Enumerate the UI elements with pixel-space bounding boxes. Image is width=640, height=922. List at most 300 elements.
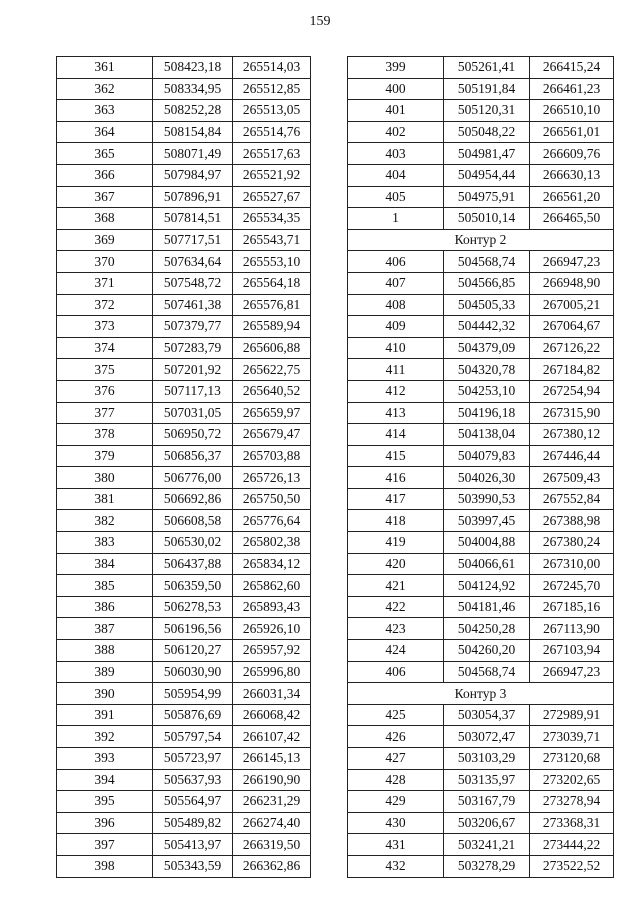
point-number-cell: 404: [348, 164, 444, 186]
x-coordinate-cell: 503135,97: [444, 769, 530, 791]
x-coordinate-cell: 504079,83: [444, 445, 530, 467]
point-number-cell: 411: [348, 359, 444, 381]
point-number-cell: 394: [57, 769, 153, 791]
y-coordinate-cell: 265750,50: [233, 488, 311, 510]
point-number-cell: 427: [348, 748, 444, 770]
table-row: [57, 186, 311, 208]
x-coordinate-cell: 504320,78: [444, 359, 530, 381]
y-coordinate-cell: 265606,88: [233, 337, 311, 359]
x-coordinate-cell: 504379,09: [444, 337, 530, 359]
point-number-cell: 405: [348, 186, 444, 208]
x-coordinate-cell: 503103,29: [444, 748, 530, 770]
y-coordinate-cell: 265521,92: [233, 164, 311, 186]
y-coordinate-cell: 266948,90: [530, 272, 614, 294]
point-number-cell: 388: [57, 640, 153, 662]
point-number-cell: 432: [348, 855, 444, 877]
y-coordinate-cell: 265513,05: [233, 100, 311, 122]
y-coordinate-cell: 273444,22: [530, 834, 614, 856]
table-row: [57, 121, 311, 143]
point-number-cell: 408: [348, 294, 444, 316]
x-coordinate-cell: 508154,84: [153, 121, 233, 143]
x-coordinate-cell: 505343,59: [153, 855, 233, 877]
x-coordinate-cell: 504181,46: [444, 596, 530, 618]
table-row: [348, 748, 614, 770]
y-coordinate-cell: 266145,13: [233, 748, 311, 770]
point-number-cell: 412: [348, 380, 444, 402]
coordinates-table-right: [347, 56, 614, 878]
x-coordinate-cell: 507379,77: [153, 316, 233, 338]
y-coordinate-cell: 267064,67: [530, 316, 614, 338]
y-coordinate-cell: 265514,03: [233, 57, 311, 79]
table-row: [348, 575, 614, 597]
point-number-cell: 416: [348, 467, 444, 489]
y-coordinate-cell: 265926,10: [233, 618, 311, 640]
point-number-cell: 383: [57, 532, 153, 554]
y-coordinate-cell: 266630,13: [530, 164, 614, 186]
point-number-cell: 379: [57, 445, 153, 467]
point-number-cell: 366: [57, 164, 153, 186]
y-coordinate-cell: 266362,86: [233, 855, 311, 877]
point-number-cell: 372: [57, 294, 153, 316]
table-row: [348, 186, 614, 208]
x-coordinate-cell: 503997,45: [444, 510, 530, 532]
table-row: [348, 445, 614, 467]
table-row: [348, 510, 614, 532]
x-coordinate-cell: 508423,18: [153, 57, 233, 79]
table-row: [348, 359, 614, 381]
x-coordinate-cell: 505191,84: [444, 78, 530, 100]
y-coordinate-cell: 265703,88: [233, 445, 311, 467]
y-coordinate-cell: 267380,24: [530, 532, 614, 554]
point-number-cell: 428: [348, 769, 444, 791]
x-coordinate-cell: 504260,20: [444, 640, 530, 662]
x-coordinate-cell: 505120,31: [444, 100, 530, 122]
table-row: [57, 229, 311, 251]
point-number-cell: 376: [57, 380, 153, 402]
table-row: [348, 57, 614, 79]
point-number-cell: 384: [57, 553, 153, 575]
point-number-cell: 418: [348, 510, 444, 532]
y-coordinate-cell: 267113,90: [530, 618, 614, 640]
point-number-cell: 399: [348, 57, 444, 79]
x-coordinate-cell: 506856,37: [153, 445, 233, 467]
point-number-cell: 422: [348, 596, 444, 618]
table-row: [348, 488, 614, 510]
table-row: [348, 769, 614, 791]
table-row: [57, 359, 311, 381]
point-number-cell: 367: [57, 186, 153, 208]
table-row: [57, 445, 311, 467]
point-number-cell: 369: [57, 229, 153, 251]
table-row: [57, 618, 311, 640]
x-coordinate-cell: 505048,22: [444, 121, 530, 143]
point-number-cell: 401: [348, 100, 444, 122]
table-row: [348, 661, 614, 683]
x-coordinate-cell: 503278,29: [444, 855, 530, 877]
x-coordinate-cell: 505261,41: [444, 57, 530, 79]
table-row: [348, 640, 614, 662]
table-row: [57, 272, 311, 294]
table-row: [348, 121, 614, 143]
x-coordinate-cell: 504568,74: [444, 661, 530, 683]
x-coordinate-cell: 506776,00: [153, 467, 233, 489]
y-coordinate-cell: 266107,42: [233, 726, 311, 748]
y-coordinate-cell: 265514,76: [233, 121, 311, 143]
y-coordinate-cell: 265679,47: [233, 424, 311, 446]
y-coordinate-cell: 266068,42: [233, 704, 311, 726]
y-coordinate-cell: 265996,80: [233, 661, 311, 683]
y-coordinate-cell: 266561,20: [530, 186, 614, 208]
point-number-cell: 1: [348, 208, 444, 230]
x-coordinate-cell: 507717,51: [153, 229, 233, 251]
x-coordinate-cell: 506950,72: [153, 424, 233, 446]
x-coordinate-cell: 507461,38: [153, 294, 233, 316]
point-number-cell: 395: [57, 791, 153, 813]
x-coordinate-cell: 507117,13: [153, 380, 233, 402]
point-number-cell: 410: [348, 337, 444, 359]
x-coordinate-cell: 504253,10: [444, 380, 530, 402]
x-coordinate-cell: 506530,02: [153, 532, 233, 554]
x-coordinate-cell: 504196,18: [444, 402, 530, 424]
y-coordinate-cell: 266947,23: [530, 251, 614, 273]
y-coordinate-cell: 267388,98: [530, 510, 614, 532]
y-coordinate-cell: 265726,13: [233, 467, 311, 489]
y-coordinate-cell: 265576,81: [233, 294, 311, 316]
point-number-cell: 415: [348, 445, 444, 467]
table-row: [57, 769, 311, 791]
point-number-cell: 398: [57, 855, 153, 877]
x-coordinate-cell: 503206,67: [444, 812, 530, 834]
y-coordinate-cell: 266461,23: [530, 78, 614, 100]
y-coordinate-cell: 267380,12: [530, 424, 614, 446]
y-coordinate-cell: 267103,94: [530, 640, 614, 662]
table-row: [57, 596, 311, 618]
y-coordinate-cell: 267315,90: [530, 402, 614, 424]
table-row: [348, 164, 614, 186]
y-coordinate-cell: 272989,91: [530, 704, 614, 726]
point-number-cell: 400: [348, 78, 444, 100]
table-row: [348, 208, 614, 230]
x-coordinate-cell: 503072,47: [444, 726, 530, 748]
point-number-cell: 375: [57, 359, 153, 381]
point-number-cell: 407: [348, 272, 444, 294]
x-coordinate-cell: 506359,50: [153, 575, 233, 597]
x-coordinate-cell: 507201,92: [153, 359, 233, 381]
y-coordinate-cell: 265893,43: [233, 596, 311, 618]
x-coordinate-cell: 505954,99: [153, 683, 233, 705]
x-coordinate-cell: 503167,79: [444, 791, 530, 813]
point-number-cell: 417: [348, 488, 444, 510]
table-row: [57, 78, 311, 100]
point-number-cell: 387: [57, 618, 153, 640]
point-number-cell: 368: [57, 208, 153, 230]
point-number-cell: 429: [348, 791, 444, 813]
point-number-cell: 406: [348, 251, 444, 273]
x-coordinate-cell: 504505,33: [444, 294, 530, 316]
y-coordinate-cell: 267126,22: [530, 337, 614, 359]
table-row: [57, 661, 311, 683]
table-row: [57, 812, 311, 834]
y-coordinate-cell: 266947,23: [530, 661, 614, 683]
table-row: [348, 100, 614, 122]
x-coordinate-cell: 504566,85: [444, 272, 530, 294]
table-row: [348, 424, 614, 446]
y-coordinate-cell: 265543,71: [233, 229, 311, 251]
y-coordinate-cell: 265640,52: [233, 380, 311, 402]
point-number-cell: 409: [348, 316, 444, 338]
point-number-cell: 362: [57, 78, 153, 100]
table-row: [57, 143, 311, 165]
x-coordinate-cell: 506278,53: [153, 596, 233, 618]
table-row: [57, 467, 311, 489]
x-coordinate-cell: 503990,53: [444, 488, 530, 510]
y-coordinate-cell: 265659,97: [233, 402, 311, 424]
table-row: [57, 337, 311, 359]
y-coordinate-cell: 265834,12: [233, 553, 311, 575]
point-number-cell: 373: [57, 316, 153, 338]
y-coordinate-cell: 266190,90: [233, 769, 311, 791]
y-coordinate-cell: 267184,82: [530, 359, 614, 381]
y-coordinate-cell: 266274,40: [233, 812, 311, 834]
table-row: [348, 251, 614, 273]
y-coordinate-cell: 273368,31: [530, 812, 614, 834]
table-row: [57, 704, 311, 726]
point-number-cell: 386: [57, 596, 153, 618]
y-coordinate-cell: 265862,60: [233, 575, 311, 597]
x-coordinate-cell: 505876,69: [153, 704, 233, 726]
point-number-cell: 421: [348, 575, 444, 597]
table-row: [57, 251, 311, 273]
table-row: [57, 726, 311, 748]
y-coordinate-cell: 265622,75: [233, 359, 311, 381]
point-number-cell: 402: [348, 121, 444, 143]
table-row: [57, 510, 311, 532]
point-number-cell: 380: [57, 467, 153, 489]
contour-header-row: [348, 683, 614, 705]
point-number-cell: 397: [57, 834, 153, 856]
table-row: [348, 402, 614, 424]
y-coordinate-cell: 273039,71: [530, 726, 614, 748]
point-number-cell: 424: [348, 640, 444, 662]
y-coordinate-cell: 266319,50: [233, 834, 311, 856]
page-number: 159: [309, 14, 331, 29]
y-coordinate-cell: 265776,64: [233, 510, 311, 532]
x-coordinate-cell: 506030,90: [153, 661, 233, 683]
y-coordinate-cell: 273278,94: [530, 791, 614, 813]
point-number-cell: 391: [57, 704, 153, 726]
point-number-cell: 430: [348, 812, 444, 834]
table-row: [57, 488, 311, 510]
point-number-cell: 377: [57, 402, 153, 424]
x-coordinate-cell: 508252,28: [153, 100, 233, 122]
x-coordinate-cell: 507984,97: [153, 164, 233, 186]
point-number-cell: 420: [348, 553, 444, 575]
table-row: [57, 57, 311, 79]
y-coordinate-cell: 267552,84: [530, 488, 614, 510]
x-coordinate-cell: 506437,88: [153, 553, 233, 575]
table-row: [348, 467, 614, 489]
table-row: [57, 855, 311, 877]
x-coordinate-cell: 503054,37: [444, 704, 530, 726]
point-number-cell: 365: [57, 143, 153, 165]
x-coordinate-cell: 506608,58: [153, 510, 233, 532]
x-coordinate-cell: 505564,97: [153, 791, 233, 813]
y-coordinate-cell: 265589,94: [233, 316, 311, 338]
x-coordinate-cell: 504250,28: [444, 618, 530, 640]
x-coordinate-cell: 507031,05: [153, 402, 233, 424]
y-coordinate-cell: 265957,92: [233, 640, 311, 662]
table-row: [57, 791, 311, 813]
table-row: [57, 316, 311, 338]
coordinates-table-left: [56, 56, 311, 878]
table-row: [348, 618, 614, 640]
x-coordinate-cell: 505637,93: [153, 769, 233, 791]
table-row: [348, 316, 614, 338]
point-number-cell: 374: [57, 337, 153, 359]
point-number-cell: 364: [57, 121, 153, 143]
y-coordinate-cell: 266231,29: [233, 791, 311, 813]
y-coordinate-cell: 267509,43: [530, 467, 614, 489]
y-coordinate-cell: 266031,34: [233, 683, 311, 705]
y-coordinate-cell: 265527,67: [233, 186, 311, 208]
x-coordinate-cell: 504026,30: [444, 467, 530, 489]
y-coordinate-cell: 267005,21: [530, 294, 614, 316]
table-row: [348, 812, 614, 834]
table-row: [348, 553, 614, 575]
table-row: [348, 78, 614, 100]
point-number-cell: 423: [348, 618, 444, 640]
table-row: [348, 143, 614, 165]
table-row: [57, 380, 311, 402]
x-coordinate-cell: 507896,91: [153, 186, 233, 208]
point-number-cell: 392: [57, 726, 153, 748]
x-coordinate-cell: 504975,91: [444, 186, 530, 208]
point-number-cell: 419: [348, 532, 444, 554]
table-row: [57, 424, 311, 446]
table-row: [348, 596, 614, 618]
y-coordinate-cell: 265534,35: [233, 208, 311, 230]
table-row: [348, 532, 614, 554]
y-coordinate-cell: 273120,68: [530, 748, 614, 770]
x-coordinate-cell: 505010,14: [444, 208, 530, 230]
y-coordinate-cell: 267245,70: [530, 575, 614, 597]
x-coordinate-cell: 507814,51: [153, 208, 233, 230]
point-number-cell: 393: [57, 748, 153, 770]
x-coordinate-cell: 508071,49: [153, 143, 233, 165]
point-number-cell: 371: [57, 272, 153, 294]
y-coordinate-cell: 266415,24: [530, 57, 614, 79]
table-row: [348, 726, 614, 748]
x-coordinate-cell: 507634,64: [153, 251, 233, 273]
table-row: [348, 855, 614, 877]
table-row: [57, 553, 311, 575]
x-coordinate-cell: 508334,95: [153, 78, 233, 100]
point-number-cell: 426: [348, 726, 444, 748]
point-number-cell: 431: [348, 834, 444, 856]
table-row: [57, 683, 311, 705]
contour-header-row: [348, 229, 614, 251]
x-coordinate-cell: 504004,88: [444, 532, 530, 554]
point-number-cell: 413: [348, 402, 444, 424]
table-row: [57, 100, 311, 122]
point-number-cell: 396: [57, 812, 153, 834]
x-coordinate-cell: 504954,44: [444, 164, 530, 186]
y-coordinate-cell: 267185,16: [530, 596, 614, 618]
point-number-cell: 381: [57, 488, 153, 510]
y-coordinate-cell: 266510,10: [530, 100, 614, 122]
y-coordinate-cell: 265517,63: [233, 143, 311, 165]
x-coordinate-cell: 504442,32: [444, 316, 530, 338]
x-coordinate-cell: 505489,82: [153, 812, 233, 834]
table-row: [57, 294, 311, 316]
point-number-cell: 378: [57, 424, 153, 446]
x-coordinate-cell: 505797,54: [153, 726, 233, 748]
x-coordinate-cell: 506120,27: [153, 640, 233, 662]
y-coordinate-cell: 266561,01: [530, 121, 614, 143]
contour-header: Контур 3: [348, 683, 614, 705]
y-coordinate-cell: 273522,52: [530, 855, 614, 877]
x-coordinate-cell: 507283,79: [153, 337, 233, 359]
y-coordinate-cell: 273202,65: [530, 769, 614, 791]
point-number-cell: 361: [57, 57, 153, 79]
y-coordinate-cell: 265802,38: [233, 532, 311, 554]
x-coordinate-cell: 504568,74: [444, 251, 530, 273]
x-coordinate-cell: 504124,92: [444, 575, 530, 597]
contour-header: Контур 2: [348, 229, 614, 251]
point-number-cell: 425: [348, 704, 444, 726]
table-row: [57, 164, 311, 186]
point-number-cell: 385: [57, 575, 153, 597]
x-coordinate-cell: 503241,21: [444, 834, 530, 856]
x-coordinate-cell: 504138,04: [444, 424, 530, 446]
table-row: [57, 575, 311, 597]
y-coordinate-cell: 267254,94: [530, 380, 614, 402]
y-coordinate-cell: 265553,10: [233, 251, 311, 273]
table-row: [57, 208, 311, 230]
point-number-cell: 363: [57, 100, 153, 122]
table-row: [57, 402, 311, 424]
point-number-cell: 370: [57, 251, 153, 273]
table-row: [348, 704, 614, 726]
y-coordinate-cell: 266609,76: [530, 143, 614, 165]
x-coordinate-cell: 507548,72: [153, 272, 233, 294]
table-row: [348, 272, 614, 294]
point-number-cell: 389: [57, 661, 153, 683]
x-coordinate-cell: 505723,97: [153, 748, 233, 770]
table-row: [57, 834, 311, 856]
x-coordinate-cell: 504981,47: [444, 143, 530, 165]
table-row: [57, 640, 311, 662]
table-row: [57, 532, 311, 554]
point-number-cell: 406: [348, 661, 444, 683]
point-number-cell: 390: [57, 683, 153, 705]
table-row: [348, 791, 614, 813]
y-coordinate-cell: 267446,44: [530, 445, 614, 467]
point-number-cell: 414: [348, 424, 444, 446]
x-coordinate-cell: 506196,56: [153, 618, 233, 640]
table-row: [348, 294, 614, 316]
x-coordinate-cell: 506692,86: [153, 488, 233, 510]
table-row: [348, 834, 614, 856]
y-coordinate-cell: 267310,00: [530, 553, 614, 575]
x-coordinate-cell: 505413,97: [153, 834, 233, 856]
y-coordinate-cell: 265512,85: [233, 78, 311, 100]
table-row: [348, 337, 614, 359]
point-number-cell: 382: [57, 510, 153, 532]
y-coordinate-cell: 266465,50: [530, 208, 614, 230]
table-row: [348, 380, 614, 402]
x-coordinate-cell: 504066,61: [444, 553, 530, 575]
